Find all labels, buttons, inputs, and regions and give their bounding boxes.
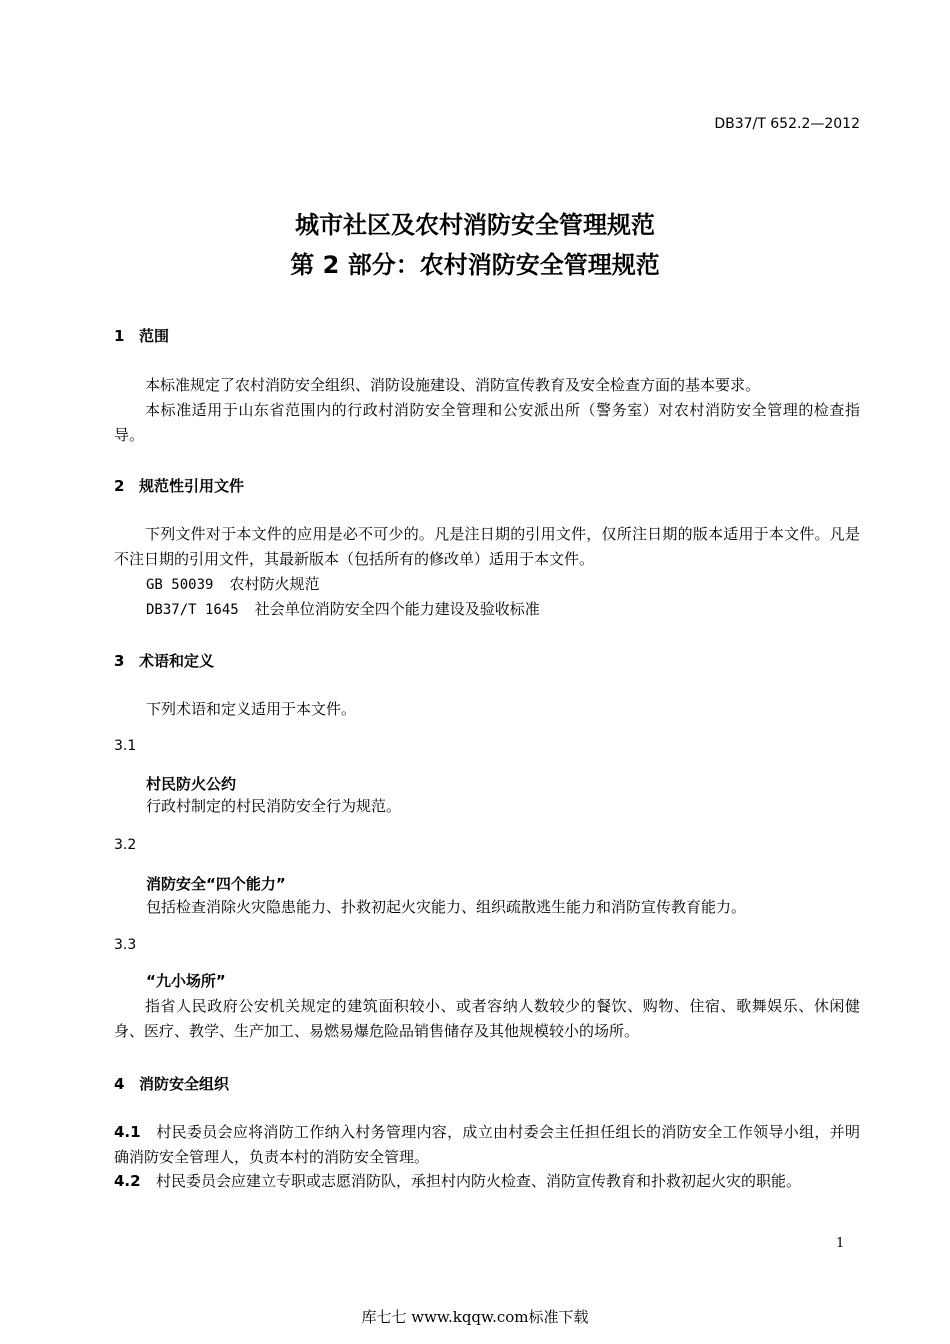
section-2-heading — [114, 475, 244, 496]
section-1-paragraph-1: 本标准规定了农村消防安全组织、消防设施建设、消防宣传教育及安全检查方面的基本要求。 — [145, 376, 761, 394]
footer-watermark: 库七七 www.kqqw.com标准下载 — [361, 1308, 589, 1326]
term-definition: 包括检查消除火灾隐患能力、扑救初起火灾能力、组织疏散逃生能力和消防宣传教育能力。 — [146, 898, 747, 916]
section-3-heading — [114, 650, 214, 671]
clause-item — [114, 1169, 860, 1194]
title-line-2: 第 2 部分：农村消防安全管理规范 — [290, 251, 660, 279]
section-number: 1 — [114, 327, 125, 345]
section-3-intro: 下列术语和定义适用于本文件。 — [146, 700, 357, 718]
section-number: 2 — [114, 477, 125, 495]
section-4-heading — [114, 1073, 229, 1094]
section-1-heading — [114, 325, 169, 346]
term-definition: 指省人民政府公安机关规定的建筑面积较小、或者容纳人数较少的餐饮、购物、住宿、歌舞娱乐、休闲健身、医疗、教学、生产加工、易燃易爆危险品销售储存及其他规模较小的场所。 — [114, 997, 860, 1040]
clause-text: 村民委员会应将消防工作纳入村务管理内容，成立由村委会主任担任组长的消防安全工作领导小组，并明确消防安全管理人，负责本村的消防安全管理。 — [114, 1123, 860, 1166]
section-title: 消防安全组织 — [139, 1075, 230, 1093]
clause-text: 村民委员会应建立专职或志愿消防队，承担村内防火检查、消防宣传教育和扑救初起火灾的职能。 — [156, 1172, 802, 1190]
clause-number: 4.1 — [114, 1123, 141, 1141]
section-2-paragraph-1: 下列文件对于本文件的应用是必不可少的。凡是注日期的引用文件，仅所注日期的版本适用于本文件。凡是不注日期的引用文件，其最新版本（包括所有的修改单）适用于本文件。 — [114, 525, 860, 568]
term-number: 3.3 — [114, 937, 137, 953]
document-number: DB37/T 652.2—2012 — [714, 116, 860, 132]
reference-code: DB37/T 1645 — [146, 602, 239, 618]
section-title: 规范性引用文件 — [139, 477, 245, 495]
title-line-1: 城市社区及农村消防安全管理规范 — [295, 211, 655, 239]
term-number: 3.2 — [114, 837, 137, 853]
section-title: 范围 — [139, 327, 170, 345]
clause-number: 4.2 — [114, 1172, 141, 1190]
reference-item — [146, 597, 540, 623]
reference-title: 农村防火规范 — [229, 575, 320, 593]
term-number: 3.1 — [114, 738, 137, 754]
term-name: 消防安全“四个能力” — [146, 875, 286, 893]
section-number: 4 — [114, 1075, 125, 1093]
term-name: “九小场所” — [146, 972, 226, 990]
section-title: 术语和定义 — [139, 652, 215, 670]
section-number: 3 — [114, 652, 125, 670]
term-definition: 行政村制定的村民消防安全行为规范。 — [146, 797, 402, 815]
reference-code: GB 50039 — [146, 577, 214, 593]
reference-title: 社会单位消防安全四个能力建设及验收标准 — [254, 600, 540, 618]
clause-item — [114, 1120, 860, 1170]
term-name: 村民防火公约 — [146, 775, 237, 793]
page-number: 1 — [836, 1236, 845, 1251]
reference-item — [146, 572, 319, 598]
section-1-paragraph-2: 本标准适用于山东省范围内的行政村消防安全管理和公安派出所（警务室）对农村消防安全管理的检查指导。 — [114, 401, 860, 444]
